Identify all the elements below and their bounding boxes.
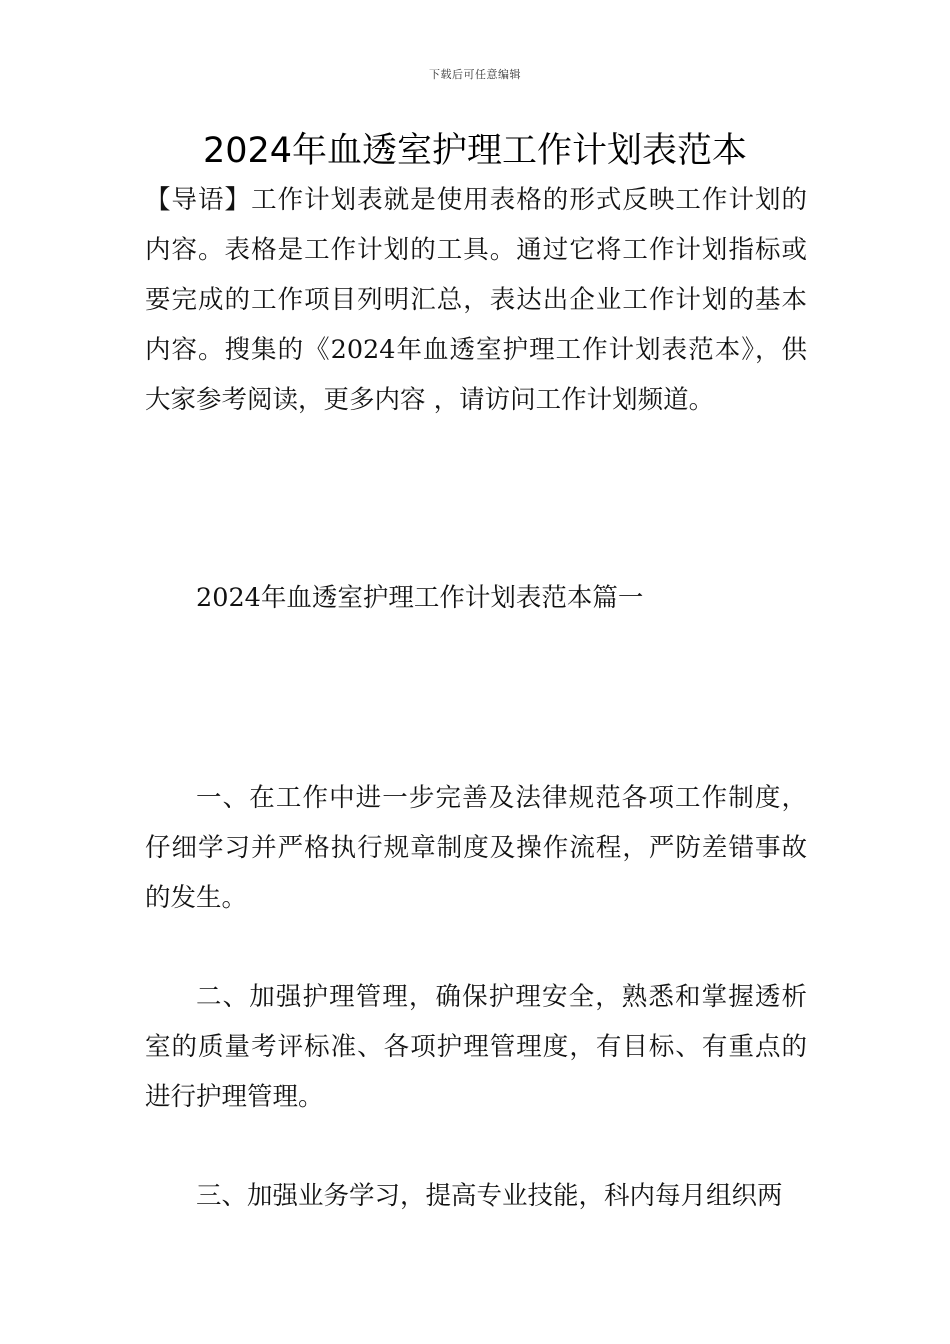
document-title: 2024年血透室护理工作计划表范本 [202, 131, 748, 171]
body-paragraph-1: 一、在工作中进一步完善及法律规范各项工作制度，仔细学习并严格执行规章制度及操作流程，严防差错事故的发生。 [145, 783, 807, 913]
intro-paragraph: 【导语】工作计划表就是使用表格的形式反映工作计划的内容。表格是工作计划的工具。通过它将工作计划指标或要完成的工作项目列明汇总，表达出企业工作计划的基本内容。搜集的《2024年血透室护理工作计划表范本》，供大家参考阅读，更多内容 ，请访问工作计划频道。 [145, 185, 807, 415]
header-note: 下载后可任意编辑 [429, 68, 521, 81]
section-heading: 2024年血透室护理工作计划表范本篇一 [196, 583, 644, 613]
body-paragraph-3: 三、加强业务学习，提高专业技能，科内每月组织两 [196, 1181, 783, 1211]
body-paragraph-2: 二、加强护理管理，确保护理安全，熟悉和掌握透析室的质量考评标准、各项护理管理度，有目标、有重点的进行护理管理。 [145, 982, 807, 1112]
